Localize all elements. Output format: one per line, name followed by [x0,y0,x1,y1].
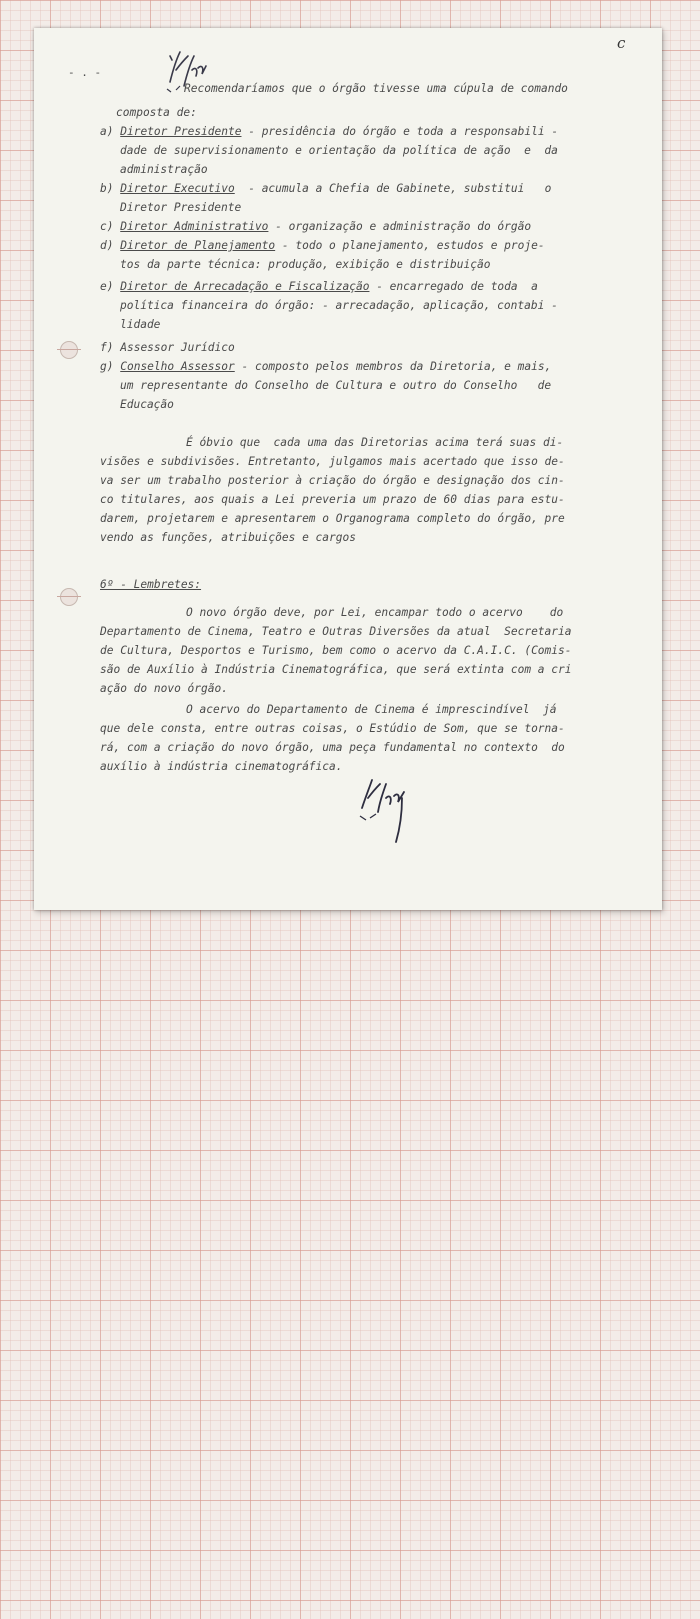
item-b-marker: b) [100,182,114,195]
paragraph-line: de Cultura, Desportos e Turismo, bem como o acervo da C.A.I.C. (Comis- [100,644,572,657]
item-g-title: Conselho Assessor [120,360,235,373]
item-a-title: Diretor Presidente [120,125,242,138]
item-b-desc-1: - acumula a Chefia de Gabinete, substitui o [234,182,552,195]
paragraph-line: co titulares, aos quais a Lei preveria um prazo de 60 dias para estu- [100,493,565,506]
item-d-marker: d) [100,239,114,252]
item-c-desc-1: - organização e administração do órgão [268,220,532,233]
item-d-desc-1: - todo o planejamento, estudos e proje- [275,239,545,252]
paragraph-line: darem, projetarem e apresentarem o Organograma completo do órgão, pre [100,512,565,525]
page-mark: c [617,34,626,52]
document-page [34,28,662,910]
item-f-title: Assessor Jurídico [120,341,235,354]
item-e-title: Diretor de Arrecadação e Fiscalização [120,280,370,293]
item-g-desc-3: Educação [120,398,174,411]
item-e-desc-1: - encarregado de toda a [369,280,538,293]
paragraph-line: O novo órgão deve, por Lei, encampar todo o acervo do [186,606,564,619]
item-g-desc-2: um representante do Conselho de Cultura e outro do Conselho de [120,379,552,392]
paragraph-line: É óbvio que cada uma das Diretorias acima terá suas di- [186,436,564,449]
paragraph-line: O acervo do Departamento de Cinema é imprescindível já [186,703,557,716]
paragraph-line: que dele consta, entre outras coisas, o Estúdio de Som, que se torna- [100,722,565,735]
paragraph-line: rá, com a criação do novo órgão, uma peça fundamental no contexto do [100,741,565,754]
item-f-marker: f) [100,341,114,354]
paragraph-line: auxílio à indústria cinematográfica. [100,760,343,773]
dash-mark: - . - [68,66,102,79]
section-6-heading: 6º - Lembretes: [100,578,202,591]
item-a-desc-1: - presidência do órgão e toda a responsabili - [241,125,559,138]
item-c-marker: c) [100,220,114,233]
item-a-desc-3: administração [120,163,208,176]
item-b-desc-2: Diretor Presidente [120,201,242,214]
item-e-desc-2: política financeira do órgão: - arrecadação, aplicação, contabi - [120,299,558,312]
item-e-marker: e) [100,280,114,293]
paragraph-line: vendo as funções, atribuições e cargos [100,531,356,544]
paragraph-cinema-archive [34,703,565,1582]
item-d-title: Diretor de Planejamento [120,239,276,252]
item-g-marker: g) [100,360,114,373]
item-a-marker: a) [100,125,114,138]
intro-line-2: composta de: [116,106,197,119]
item-b-title: Diretor Executivo [120,182,235,195]
paragraph-line: Departamento de Cinema, Teatro e Outras Diversões da atual Secretaria [100,625,572,638]
intro-line-1: Recomendaríamos que o órgão tivesse uma cúpula de comando [184,82,568,95]
item-e-desc-3: lidade [120,318,161,331]
paragraph-line: ação do novo órgão. [100,682,228,695]
item-d-desc-2: tos da parte técnica: produção, exibição e distribuição [120,258,491,271]
paragraph-line: visões e subdivisões. Entretanto, julgamos mais acertado que isso de- [100,455,565,468]
item-g-desc-1: - composto pelos membros da Diretoria, e mais, [234,360,552,373]
handwritten-signature [352,768,422,850]
item-a-desc-2: dade de supervisionamento e orientação da política de ação e da [120,144,558,157]
paragraph-line: va ser um trabalho posterior à criação do órgão e designação dos cin- [100,474,565,487]
paragraph-line: são de Auxílio à Indústria Cinematográfica, que será extinta com a cri [100,663,572,676]
document-body [34,28,572,1619]
item-c-title: Diretor Administrativo [120,220,269,233]
